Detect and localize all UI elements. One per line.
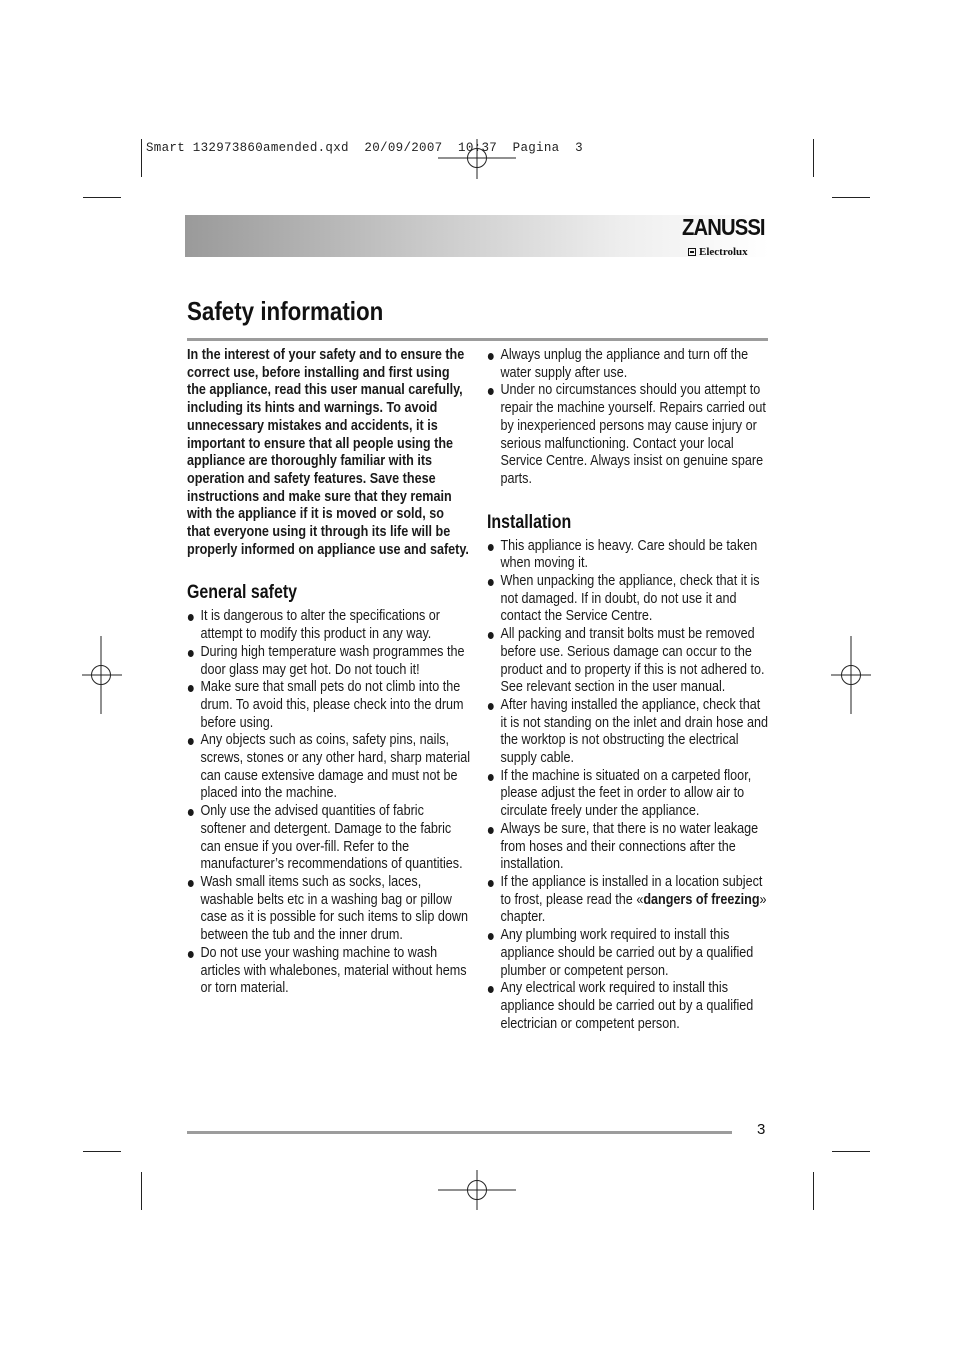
print-slug: Smart 132973860amended.qxd 20/09/2007 10:37 Pagina 3	[146, 141, 583, 155]
general-safety-list-continued	[487, 346, 770, 488]
crop-mark	[813, 1172, 814, 1210]
list-item: Make sure that small pets do not climb into the drum. To avoid this, please check into the drum before using.	[187, 678, 470, 731]
zanussi-logo: ZANUSSI	[682, 214, 765, 240]
list-item: After having installed the appliance, check that it is not standing on the inlet and drain hose and the worktop is not obstructing the electrical supply cable.	[487, 696, 770, 767]
list-item	[487, 873, 770, 926]
frost-text-after: » chapter.	[500, 890, 767, 926]
intro-paragraph: In the interest of your safety and to ensure the correct use, before installing and first using the appliance, read this user manual carefully, including its hints and warnings. To avoid unnecessary mistakes and accidents, it is important to ensure that all people using the appliance are thoroughly familiar with its operation and safety features. Save these instructions and make sure that they remain with the appliance if it is moved or sold, so that everyone using it through its life will be properly informed on appliance use and safety.	[187, 346, 469, 558]
crop-mark	[832, 1151, 870, 1152]
list-item: Only use the advised quantities of fabric softener and detergent. Damage to the fabric can ensue if you over-fill. Refer to the manufacturer’s recommendations of quantities.	[187, 802, 470, 873]
general-safety-list	[187, 607, 470, 996]
electrolux-mark-icon	[688, 248, 696, 256]
crop-mark	[141, 139, 142, 177]
list-item: Always be sure, that there is no water leakage from hoses and their connections after the installation.	[487, 820, 770, 873]
page-title: Safety information	[187, 296, 384, 326]
list-item: Wash small items such as socks, laces, washable belts etc in a washing bag or pillow case as it is possible for such items to slip down between the tub and the inner drum.	[187, 873, 470, 944]
installation-heading: Installation	[487, 511, 572, 533]
list-item: This appliance is heavy. Care should be taken when moving it.	[487, 537, 770, 572]
right-column	[487, 346, 770, 1032]
list-item: Any objects such as coins, safety pins, nails, screws, stones or any other hard, sharp material can cause extensive damage and must not be placed into the machine.	[187, 731, 470, 802]
frost-text-before: If the appliance is installed in a location subject to frost, please read the «	[500, 872, 763, 908]
list-item: When unpacking the appliance, check that it is not damaged. If in doubt, do not use it and contact the Service Centre.	[487, 572, 770, 625]
registration-mark-icon	[438, 139, 516, 179]
list-item: It is dangerous to alter the specifications or attempt to modify this product in any way.	[187, 607, 470, 642]
crop-mark	[813, 139, 814, 177]
installation-list	[487, 537, 770, 1033]
list-item: Do not use your washing machine to wash articles with whalebones, material without hems or torn material.	[187, 944, 470, 997]
general-safety-heading: General safety	[187, 582, 298, 604]
footer-divider	[187, 1131, 732, 1134]
list-item: All packing and transit bolts must be removed before use. Serious damage can occur to the product and to property if this is not adhered to. See relevant section in the user manual.	[487, 625, 770, 696]
electrolux-logo	[688, 246, 748, 258]
dangers-of-freezing-reference: dangers of freezing	[643, 890, 760, 908]
registration-mark-icon	[82, 636, 122, 714]
left-column	[187, 346, 470, 997]
list-item: Always unplug the appliance and turn off the water supply after use.	[487, 346, 770, 381]
list-item: Any plumbing work required to install this appliance should be carried out by a qualified plumber or competent person.	[487, 926, 770, 979]
crop-mark	[141, 1172, 142, 1210]
list-item: Any electrical work required to install this appliance should be carried out by a qualified electrician or competent person.	[487, 979, 770, 1032]
list-item: During high temperature wash programmes the door glass may get hot. Do not touch it!	[187, 643, 470, 678]
crop-mark	[832, 197, 870, 198]
list-item: If the machine is situated on a carpeted floor, please adjust the feet in order to allow air to circulate freely under the appliance.	[487, 767, 770, 820]
registration-mark-icon	[831, 636, 871, 714]
list-item: Under no circumstances should you attempt to repair the machine yourself. Repairs carried out by inexperienced persons may cause injury or serious malfunctioning. Contact your local Service Centre. Always insist on genuine spare parts.	[487, 381, 770, 487]
registration-mark-icon	[438, 1170, 516, 1210]
page-number: 3	[757, 1121, 766, 1138]
crop-mark	[83, 1151, 121, 1152]
crop-mark	[83, 197, 121, 198]
title-divider	[187, 338, 768, 341]
electrolux-wordmark: Electrolux	[699, 246, 748, 258]
